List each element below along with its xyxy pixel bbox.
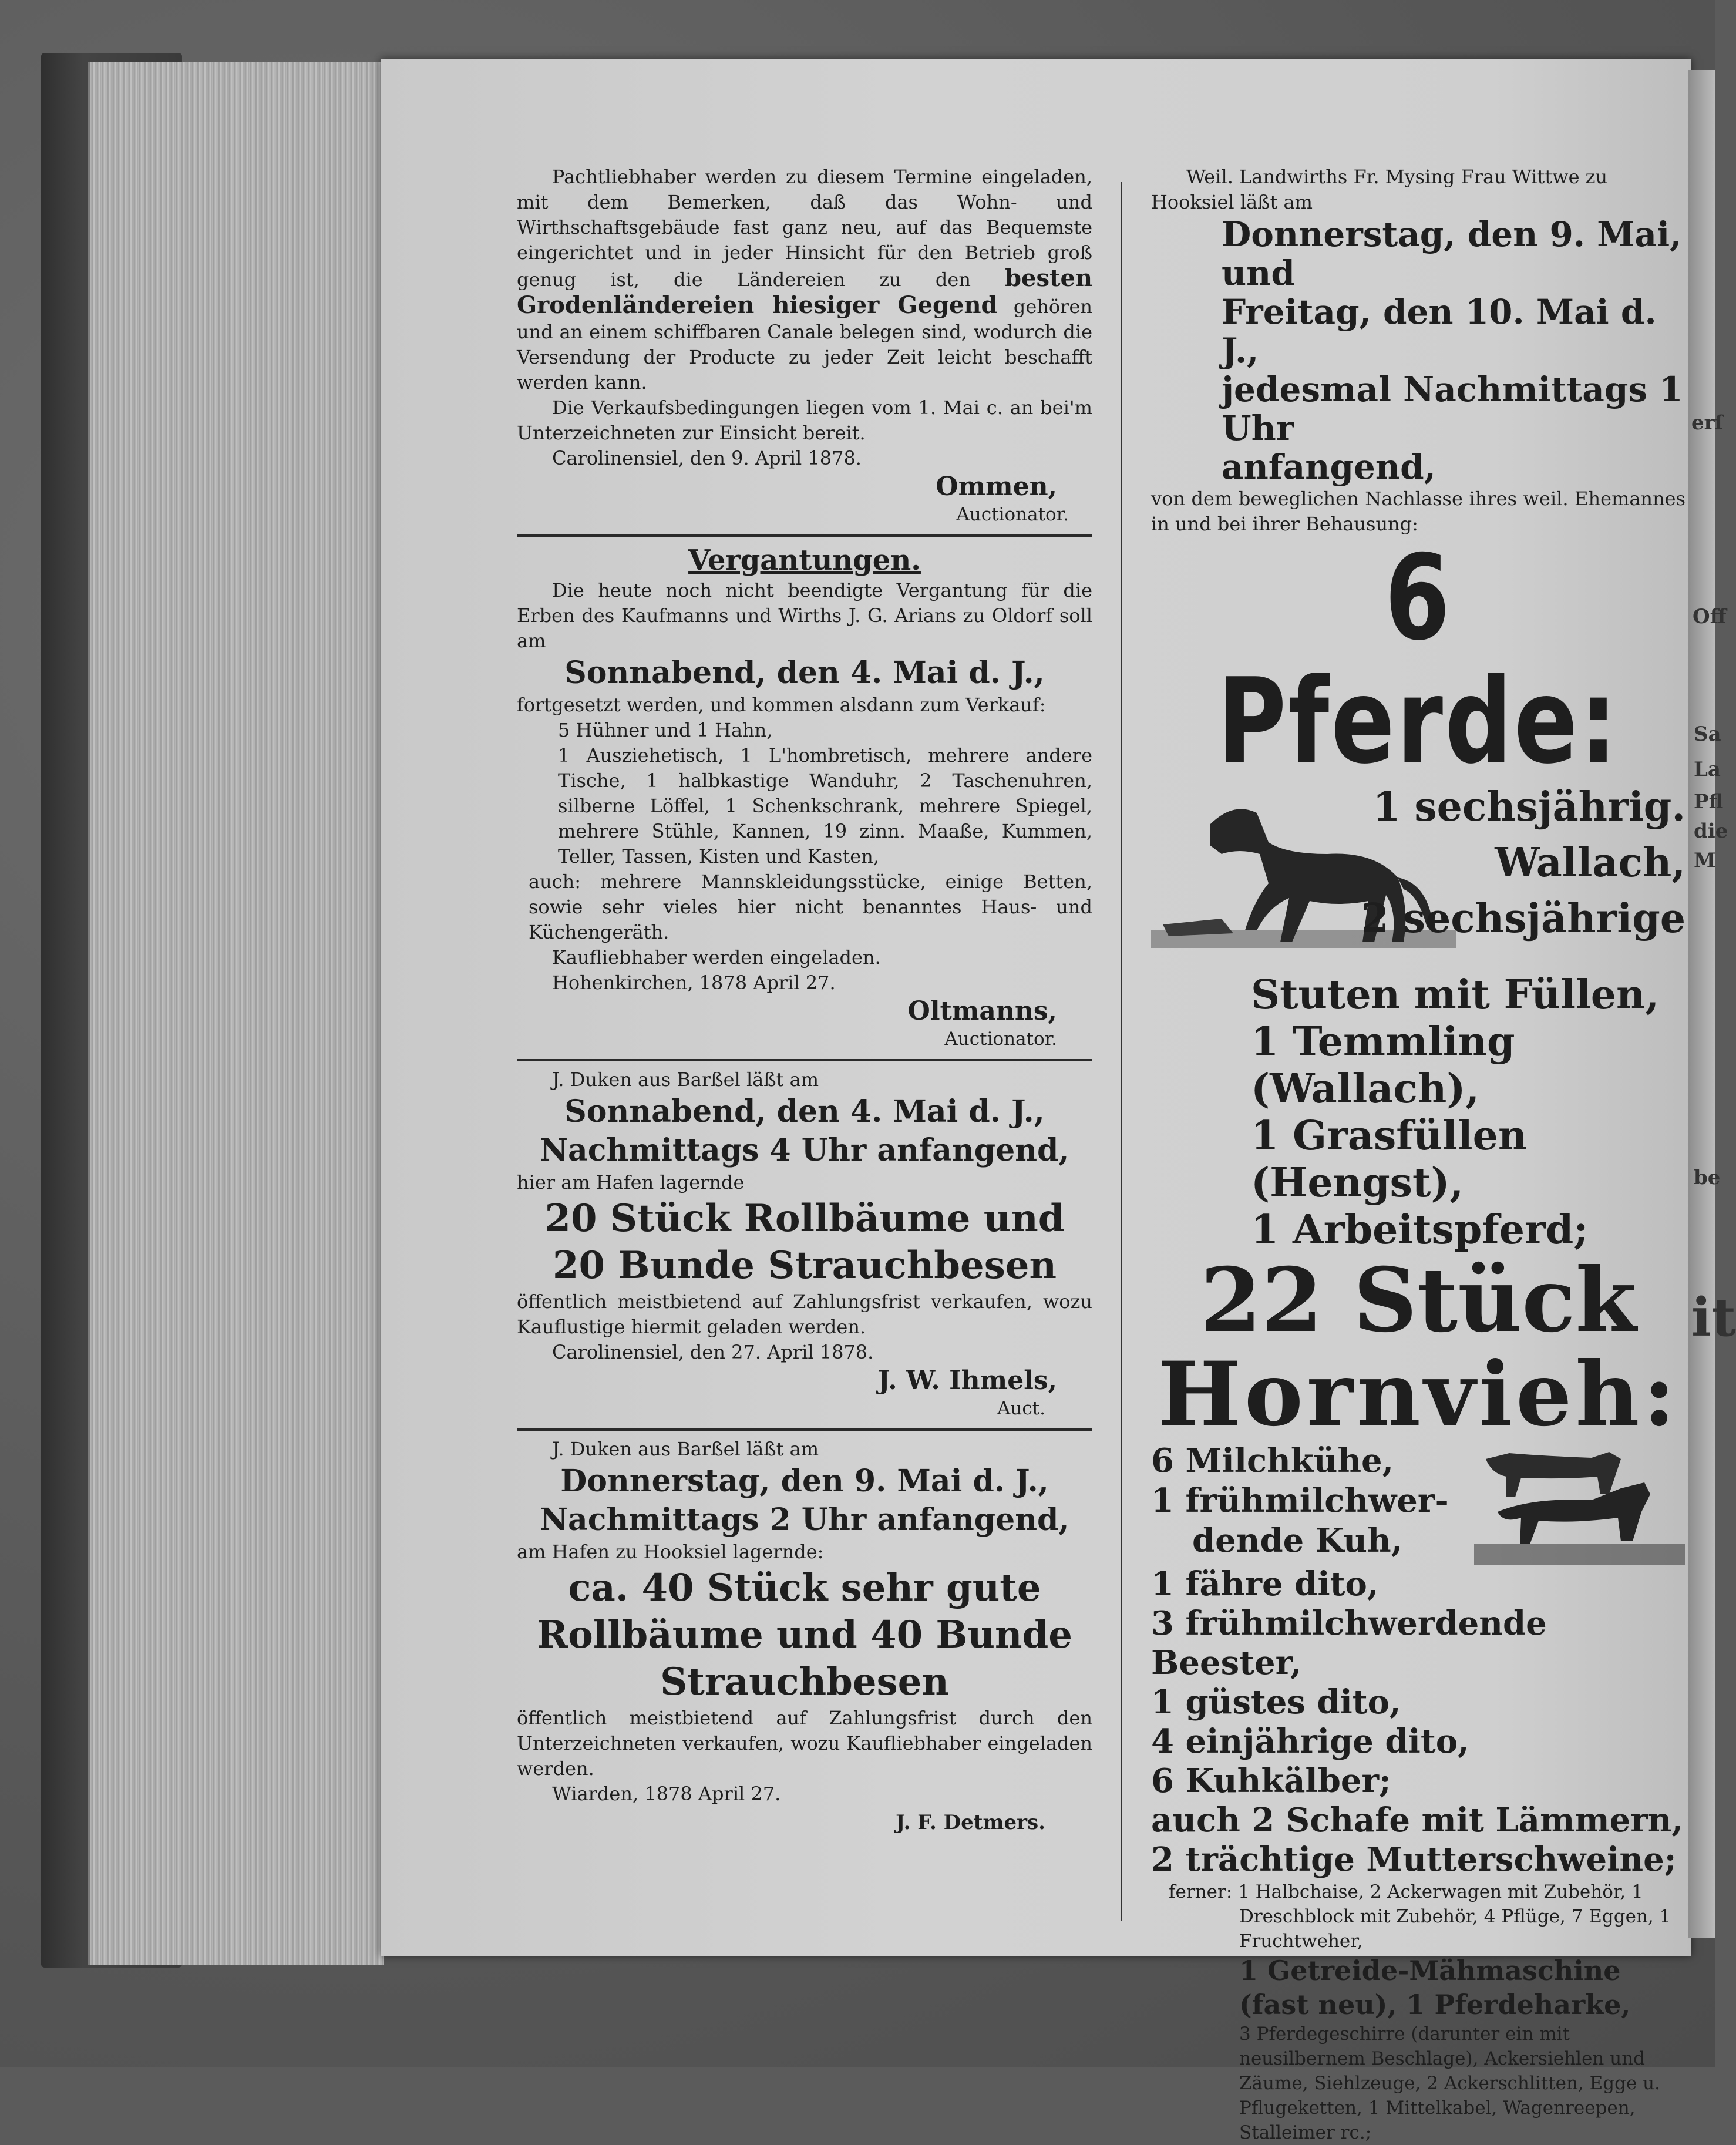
- edge-fragment: La: [1694, 758, 1721, 781]
- cattle-item: 1 fähre dito,: [1151, 1565, 1379, 1603]
- section-rule: [517, 1428, 1092, 1431]
- duken1-location: hier am Hafen lagernde: [517, 1171, 745, 1193]
- stueck-headline: 22 Stück: [1200, 1249, 1637, 1352]
- pacht-body-end: gehören und an einem schiffbaren Canale belegen sind, wodurch die Versendung der Producte zu jeder Zeit leicht beschafft werden kann.: [517, 295, 1093, 394]
- cattle-item: dende Kuh,: [1192, 1521, 1403, 1560]
- horse-item: Wallach,: [1495, 839, 1685, 886]
- horse-item: 1 Grasfüllen (Hengst),: [1251, 1112, 1528, 1206]
- duken2-terms: öffentlich meistbietend auf Zahlungsfrist durch den Unterzeichneten verkaufen, wozu Kaufliebhaber eingeladen werden.: [517, 1707, 1092, 1780]
- book-page-edges: [88, 62, 384, 1965]
- horse-item: 1 Temmling (Wallach),: [1251, 1018, 1515, 1112]
- horse-block: [1151, 784, 1685, 971]
- pacht-place-date: Carolinensiel, den 9. April 1878.: [552, 447, 862, 469]
- mysing-date-1: Donnerstag, den 9. Mai, und: [1222, 214, 1682, 293]
- right-column: [1151, 164, 1685, 2145]
- duken1-place-date: Carolinensiel, den 27. April 1878.: [552, 1341, 874, 1363]
- duken2-place-date: Wiarden, 1878 April 27.: [552, 1783, 781, 1805]
- cattle-item: 6 Milchkühe,: [1151, 1441, 1394, 1480]
- duken2-signature: J. F. Detmers.: [896, 1811, 1045, 1834]
- pacht-emphasis: besten Grodenländereien hiesiger Gegend: [517, 264, 1093, 319]
- section-rule: [517, 534, 1092, 537]
- cattle-woodcut-icon: [1474, 1441, 1685, 1571]
- edge-fragment: Sa: [1694, 722, 1721, 746]
- cattle-item: 4 einjährige dito,: [1151, 1722, 1469, 1761]
- vergantung-continue: fortgesetzt werden, und kommen alsdann zum Verkauf:: [517, 694, 1046, 716]
- mysing-estate: von dem beweglichen Nachlasse ihres weil. Ehemannes in und bei ihrer Behausung:: [1151, 488, 1685, 535]
- left-column: [517, 164, 1092, 1838]
- duken1-intro: J. Duken aus Barßel läßt am: [552, 1068, 819, 1091]
- next-page-edge: [1688, 70, 1715, 1938]
- duken1-terms: öffentlich meistbietend auf Zahlungsfrist verkaufen, wozu Kauflustige hiermit geladen werden.: [517, 1290, 1092, 1338]
- vergantung-intro: Die heute noch nicht beendigte Vergantung für die Erben des Kaufmanns und Wirths J. G. Arians zu Oldorf soll am: [517, 579, 1092, 652]
- cattle-item: 3 frühmilchwerdende Beester,: [1151, 1604, 1547, 1682]
- cattle-item: 1 güstes dito,: [1151, 1683, 1401, 1722]
- vergantung-invite: Kaufliebhaber werden eingeladen.: [552, 946, 881, 969]
- cattle-item: 2 trächtige Mutterschweine;: [1151, 1840, 1677, 1879]
- cattle-block: [1151, 1441, 1685, 1565]
- duken1-goods-1: 20 Stück Rollbäume und: [544, 1196, 1065, 1240]
- vergantung-item: 1 Ausziehetisch, 1 L'hombretisch, mehrere andere Tische, 1 halbkastige Wanduhr, 2 Taschenuhren, silberne Löffel, 1 Schenkschrank, mehrere Spiegel, mehrere Stühle, Kannen, 19 zinn. Maaße, Kummen, Teller, Tassen, Kisten und Kasten,: [558, 744, 1092, 868]
- duken1-signature: J. W. Ihmels,: [877, 1366, 1057, 1396]
- mysing-intro-2: Hooksiel läßt am: [1151, 191, 1313, 213]
- pacht-body: Pachtliebhaber werden zu diesem Termine eingeladen, mit dem Bemerken, daß das Wohn- und Wirthschaftsgebäude fast ganz neu, auf das Bequemste eingerichtet und in jeder Hinsicht für den Betrieb groß genug ist, die Ländereien zu den: [517, 166, 1092, 291]
- cattle-item: 6 Kuhkälber;: [1151, 1761, 1391, 1800]
- pferde-headline: 6 Pferde:: [1217, 530, 1619, 790]
- vergantung-heading: Vergantungen.: [688, 544, 921, 577]
- duken-advertisement-1: [517, 1067, 1092, 1420]
- hornvieh-headline: Hornvieh:: [1158, 1343, 1679, 1446]
- pacht-role: Auctionator.: [956, 504, 1069, 525]
- ferner-list: ferner: 1 Halbchaise, 2 Ackerwagen mit Zubehör, 1 Dreschblock mit Zubehör, 4 Pflüge, 7 Eggen, 1 Fruchtweher,: [1169, 1881, 1671, 1952]
- duken2-location: am Hafen zu Hooksiel lagernde:: [517, 1541, 824, 1563]
- vergantung-advertisement: [517, 543, 1092, 1051]
- vergantung-also: auch: mehrere Mannskleidungsstücke, einige Betten, sowie sehr vieles hier nicht benanntes Haus- und Küchengeräth.: [529, 870, 1092, 943]
- edge-fragment: M: [1694, 849, 1716, 872]
- mysing-date-4: anfangend,: [1222, 447, 1436, 487]
- duken2-goods-2: Rollbäume und 40 Bunde: [536, 1613, 1073, 1657]
- horse-item: 1 Arbeitspferd;: [1251, 1206, 1589, 1253]
- duken1-goods-2: 20 Bunde Strauchbesen: [553, 1243, 1057, 1287]
- duken-advertisement-2: [517, 1437, 1092, 1838]
- edge-fragment: erſ: [1691, 411, 1724, 435]
- duken1-date: Sonnabend, den 4. Mai d. J.,: [564, 1094, 1045, 1129]
- duken2-date: Donnerstag, den 9. Mai d. J.,: [560, 1463, 1049, 1499]
- section-rule: [517, 1059, 1092, 1061]
- maschine-list: 1 Getreide-Mähmaschine (fast neu), 1 Pferdeharke,: [1239, 1955, 1631, 2020]
- edge-fragment: it: [1691, 1286, 1736, 1349]
- duken2-goods-1: ca. 40 Stück sehr gute: [568, 1566, 1041, 1610]
- vergantung-role: Auctionator.: [944, 1028, 1057, 1050]
- vergantung-date: Sonnabend, den 4. Mai d. J.,: [564, 655, 1045, 691]
- duken2-goods-3: Strauchbesen: [660, 1660, 949, 1704]
- column-divider: [1121, 182, 1122, 1921]
- pacht-advertisement: [517, 164, 1092, 526]
- cattle-item: auch 2 Schafe mit Lämmern,: [1151, 1801, 1683, 1840]
- edge-fragment: Off: [1693, 605, 1727, 628]
- horse-item: 2 sechsjährige: [1361, 895, 1685, 942]
- mysing-date-3: jedesmal Nachmittags 1 Uhr: [1222, 369, 1683, 448]
- duken1-role: Auct.: [997, 1398, 1045, 1419]
- vergantung-item: 5 Hühner und 1 Hahn,: [558, 719, 773, 741]
- horse-item: 1 sechsjährig.: [1372, 784, 1685, 831]
- edge-fragment: die: [1694, 819, 1728, 843]
- vergantung-place-date: Hohenkirchen, 1878 April 27.: [552, 971, 836, 994]
- mysing-date-2: Freitag, den 10. Mai d. J.,: [1222, 292, 1657, 371]
- edge-fragment: Pfl: [1694, 790, 1724, 813]
- duken2-time: Nachmittags 2 Uhr anfangend,: [540, 1502, 1069, 1538]
- cattle-item: 1 frühmilchwer-: [1151, 1481, 1449, 1520]
- vergantung-signature: Oltmanns,: [907, 996, 1057, 1026]
- mysing-intro-1: Weil. Landwirths Fr. Mysing Frau Wittwe zu: [1186, 166, 1608, 188]
- duken1-time: Nachmittags 4 Uhr anfangend,: [540, 1132, 1069, 1168]
- pacht-conditions: Die Verkaufsbedingungen liegen vom 1. Mai c. an bei'm Unterzeichneten zur Einsicht bereit.: [517, 396, 1092, 444]
- pacht-signature: Ommen,: [936, 472, 1057, 502]
- horse-item: Stuten mit Füllen,: [1251, 971, 1660, 1018]
- geschirre-list: 3 Pferdegeschirre (darunter ein mit neusilbernem Beschlage), Ackersiehlen und Zäume, Siehlzeuge, 2 Ackerschlitten, Egge u. Pflugeketten, 1 Mittelkabel, Wagenreepen, Stalleimer rc.;: [1239, 2023, 1660, 2143]
- edge-fragment: be: [1694, 1166, 1721, 1189]
- duken2-intro: J. Duken aus Barßel läßt am: [552, 1438, 819, 1460]
